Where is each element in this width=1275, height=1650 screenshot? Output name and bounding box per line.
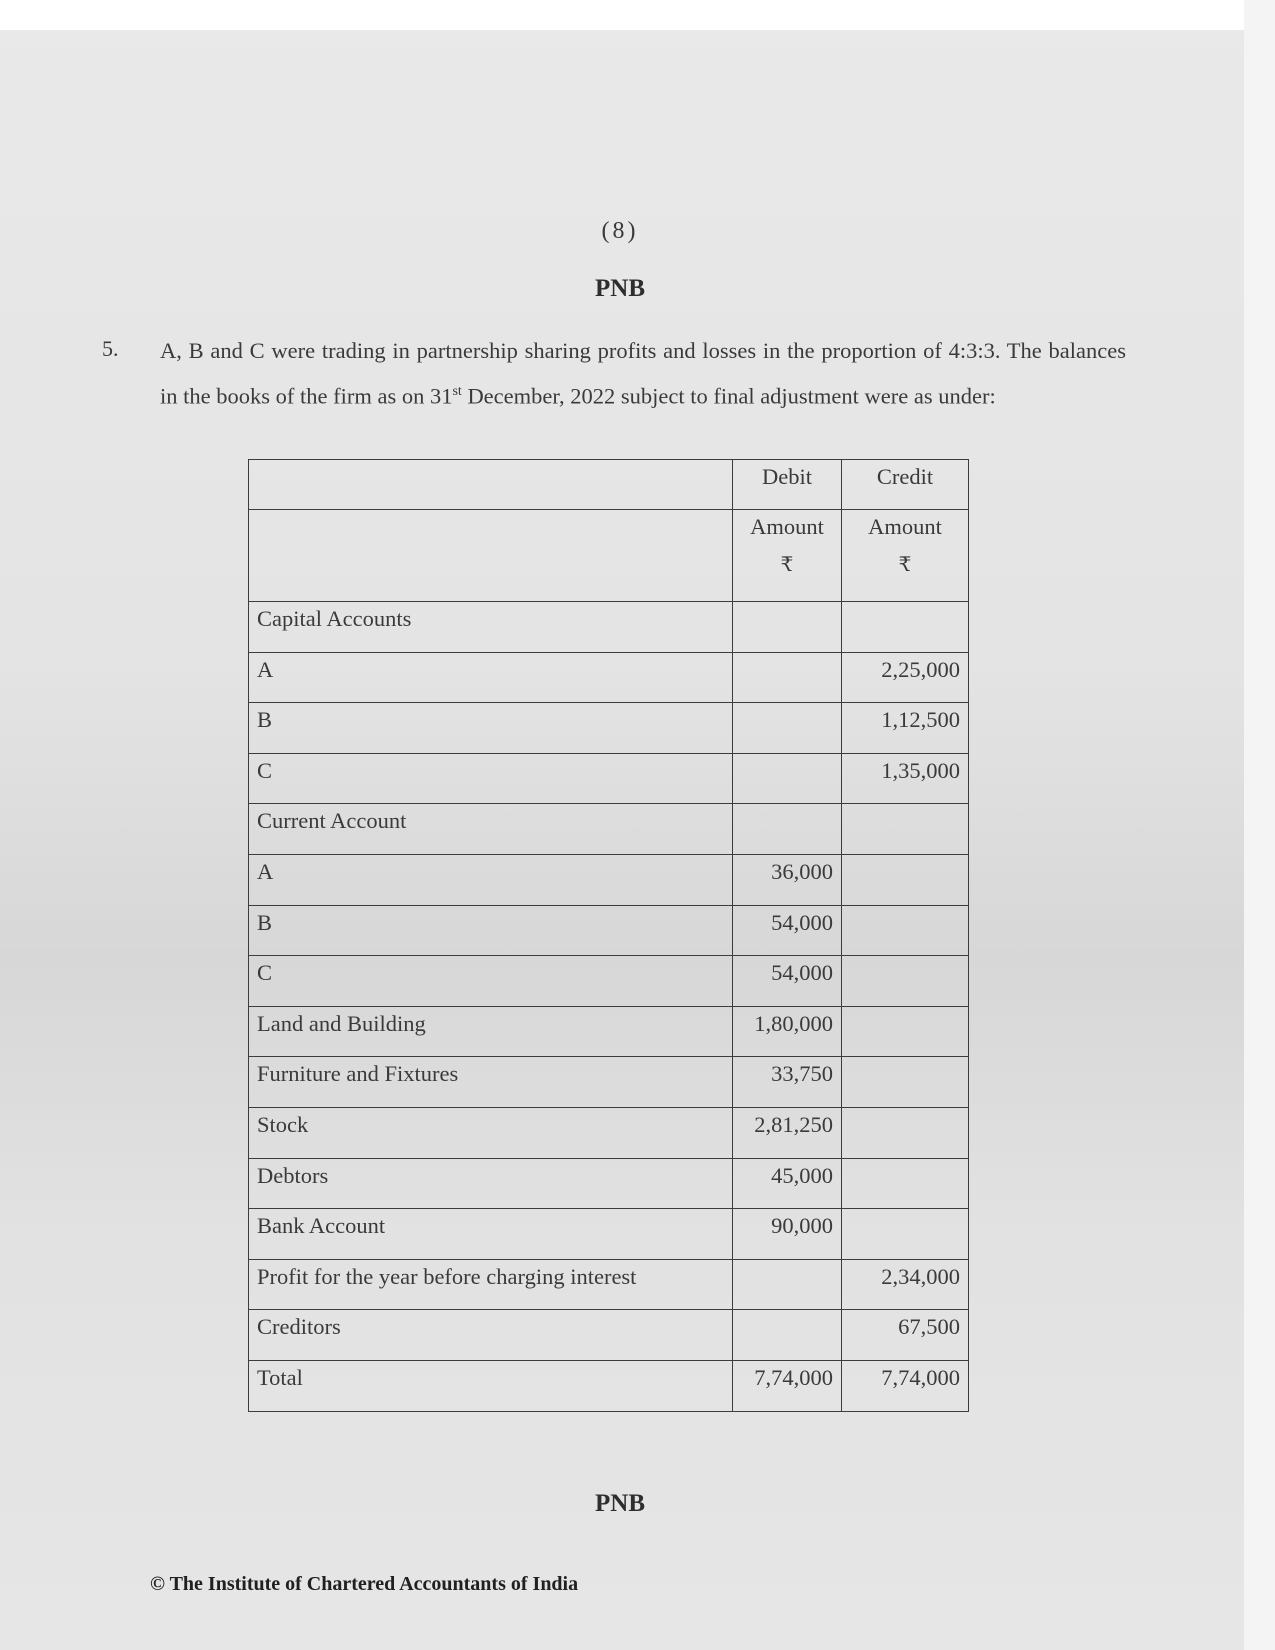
header-row-amount <box>249 510 969 602</box>
credit-amount: 67,500 <box>898 1314 960 1340</box>
debit-amount-label: Amount <box>750 514 824 539</box>
credit-amount-cell <box>842 1360 969 1411</box>
credit-amount-cell <box>842 753 969 804</box>
row-label-cell <box>249 905 733 956</box>
debit-amount <box>741 1310 833 1314</box>
row-label-cell <box>249 1006 733 1057</box>
debit-header-label: Debit <box>762 464 812 489</box>
scan-right-margin <box>1244 0 1275 1650</box>
credit-amount-cell <box>842 956 969 1007</box>
credit-header <box>842 460 969 510</box>
credit-amount-cell <box>842 1259 969 1310</box>
debit-header <box>733 460 842 510</box>
credit-amount <box>850 1209 960 1213</box>
credit-amount-cell <box>842 905 969 956</box>
credit-amount <box>850 855 960 859</box>
row-label-cell <box>249 804 733 855</box>
credit-amount-cell <box>842 854 969 905</box>
credit-amount <box>850 906 960 910</box>
table-row <box>249 854 969 905</box>
row-label-cell <box>249 652 733 703</box>
row-label: B <box>257 909 273 935</box>
row-label: Land and Building <box>257 1010 426 1036</box>
debit-amount: 36,000 <box>771 858 833 884</box>
debit-amount-header <box>733 510 842 602</box>
credit-amount: 7,74,000 <box>881 1364 960 1390</box>
row-label: Total <box>257 1364 303 1390</box>
debit-amount-cell <box>733 854 842 905</box>
credit-amount-cell <box>842 1158 969 1209</box>
credit-amount: 1,12,500 <box>881 707 960 733</box>
row-label-cell <box>249 854 733 905</box>
table-row <box>249 1360 969 1411</box>
row-label-cell <box>249 602 733 653</box>
credit-amount-cell <box>842 652 969 703</box>
debit-amount-cell <box>733 1057 842 1108</box>
row-label-cell <box>249 753 733 804</box>
credit-header-label: Credit <box>876 464 934 489</box>
credit-amount-label: Amount <box>868 514 942 539</box>
table-row <box>249 703 969 754</box>
row-label: B <box>257 707 273 733</box>
header-blank-cell <box>249 460 733 510</box>
question-text <box>160 330 1126 417</box>
date-superscript: st <box>452 384 462 399</box>
credit-amount-header <box>842 510 969 602</box>
credit-amount <box>850 956 960 960</box>
row-label: Debtors <box>257 1162 329 1188</box>
credit-amount <box>850 1108 960 1112</box>
scan-top-margin <box>0 0 1275 30</box>
debit-amount: 54,000 <box>771 960 833 986</box>
credit-amount-cell <box>842 602 969 653</box>
debit-amount-cell <box>733 1310 842 1361</box>
row-label-cell <box>249 703 733 754</box>
debit-amount <box>741 703 833 707</box>
row-label: Bank Account <box>257 1213 386 1239</box>
row-label: Current Account <box>257 808 407 834</box>
row-label-cell <box>249 1107 733 1158</box>
debit-amount: 2,81,250 <box>754 1111 833 1137</box>
debit-amount: 45,000 <box>771 1162 833 1188</box>
copyright-footer: © The Institute of Chartered Accountants of India <box>150 1573 579 1595</box>
debit-amount <box>741 754 833 758</box>
row-label: C <box>257 757 273 783</box>
debit-amount: 1,80,000 <box>754 1010 833 1036</box>
table-row <box>249 1158 969 1209</box>
debit-amount-cell <box>733 602 842 653</box>
rupee-symbol: ₹ <box>898 554 912 576</box>
row-label-cell <box>249 1259 733 1310</box>
question-number: 5. <box>102 336 119 361</box>
debit-amount: 7,74,000 <box>754 1364 833 1390</box>
credit-amount: 2,34,000 <box>881 1263 960 1289</box>
debit-amount-cell <box>733 905 842 956</box>
credit-amount <box>850 804 960 808</box>
credit-amount-cell <box>842 1310 969 1361</box>
debit-amount <box>741 653 833 657</box>
row-label-cell <box>249 1158 733 1209</box>
credit-amount <box>850 1159 960 1163</box>
credit-amount: 1,35,000 <box>881 757 960 783</box>
table-row <box>249 652 969 703</box>
row-label-cell <box>249 1310 733 1361</box>
row-label: Capital Accounts <box>257 606 412 631</box>
rupee-symbol: ₹ <box>780 554 794 576</box>
debit-amount <box>741 1260 833 1264</box>
debit-amount-cell <box>733 804 842 855</box>
row-label: A <box>257 858 274 884</box>
table-row <box>249 804 969 855</box>
credit-amount <box>850 602 960 606</box>
credit-amount <box>850 1007 960 1011</box>
debit-amount-cell <box>733 1259 842 1310</box>
debit-amount <box>741 602 833 606</box>
credit-amount-cell <box>842 1057 969 1108</box>
table-row <box>249 1259 969 1310</box>
debit-amount: 33,750 <box>771 1061 833 1087</box>
credit-amount <box>850 1057 960 1061</box>
page-number: (8) <box>601 218 639 244</box>
header-row-debit-credit <box>249 460 969 510</box>
debit-amount-cell <box>733 956 842 1007</box>
question-text-part2: December, 2022 subject to final adjustment were as under: <box>461 383 996 409</box>
debit-amount-cell <box>733 1107 842 1158</box>
debit-amount-cell <box>733 703 842 754</box>
footer-code: PNB <box>595 1490 645 1517</box>
row-label-cell <box>249 1057 733 1108</box>
debit-amount-cell <box>733 1158 842 1209</box>
debit-amount: 54,000 <box>771 909 833 935</box>
debit-amount <box>741 804 833 808</box>
debit-amount-cell <box>733 753 842 804</box>
question-text-part1: A, B and C were trading in partnership sharing profits and losses in the proportion of 4:3:3. The balances in the books of the firm as on 31 <box>160 338 1126 409</box>
table-row <box>249 1057 969 1108</box>
row-label: A <box>257 656 274 682</box>
credit-amount-cell <box>842 1107 969 1158</box>
row-label: Furniture and Fixtures <box>257 1061 459 1087</box>
debit-amount-cell <box>733 1360 842 1411</box>
header-code: PNB <box>595 275 645 302</box>
credit-amount-cell <box>842 1006 969 1057</box>
row-label: Stock <box>257 1111 309 1137</box>
row-label-cell <box>249 1360 733 1411</box>
row-label: C <box>257 960 273 986</box>
credit-amount-cell <box>842 1209 969 1260</box>
table-row <box>249 1006 969 1057</box>
header-blank-cell <box>249 510 733 602</box>
credit-amount-cell <box>842 703 969 754</box>
table-row <box>249 1209 969 1260</box>
row-label: Creditors <box>257 1314 341 1340</box>
row-label-cell <box>249 956 733 1007</box>
table-row <box>249 905 969 956</box>
trial-balance-table <box>248 459 968 1411</box>
row-label: Profit for the year before charging interest <box>257 1263 637 1289</box>
table-row <box>249 602 969 653</box>
row-label-cell <box>249 1209 733 1260</box>
debit-amount-cell <box>733 1006 842 1057</box>
table-row <box>249 956 969 1007</box>
credit-amount-cell <box>842 804 969 855</box>
debit-amount: 90,000 <box>771 1213 833 1239</box>
table-row <box>249 1107 969 1158</box>
table-row <box>249 1310 969 1361</box>
debit-amount-cell <box>733 1209 842 1260</box>
debit-amount-cell <box>733 652 842 703</box>
table-row <box>249 753 969 804</box>
credit-amount: 2,25,000 <box>881 656 960 682</box>
